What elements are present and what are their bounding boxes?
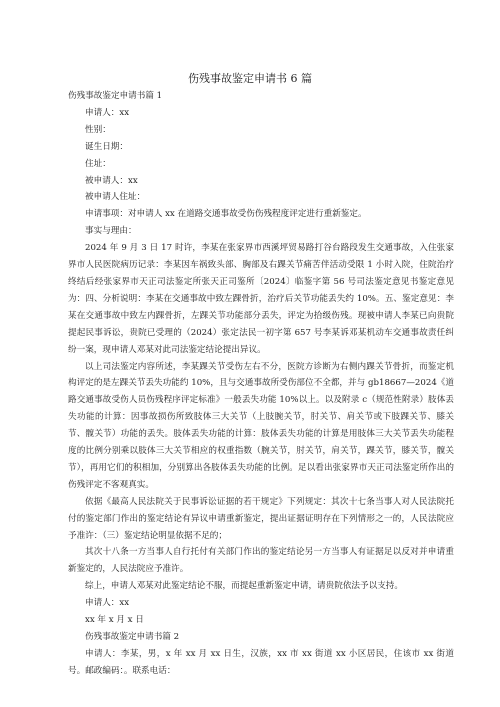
body-paragraph: 综上，申请人邓某对此鉴定结论不服，而提起重新鉴定申请，请贵院依法予以支持。 [85,581,403,592]
respondent-line: 被申请人：xx [85,175,138,186]
body-paragraph: 其次十八条一方当事人自行托付有关部门作出的鉴定结论另一方当事人有证据足以反对并申请重新鉴定的，人民法院应予准许。 [68,547,454,575]
section-heading: 伤残事故鉴定申请书篇 1 [68,91,163,101]
birth-date-line: 诞生日期： [85,141,128,152]
applicant-line: 申请人：xx [85,107,130,118]
signature-line: 申请人：xx [85,598,130,609]
address-line: 住址： [85,158,111,169]
respondent-address-line: 被申请人住址： [85,192,146,203]
section-heading: 伤残事故鉴定申请书篇 2 [85,632,180,642]
document-title: 伤残事故鉴定申请书 6 篇 [188,72,312,85]
body-paragraph: 申请人：李某，男，x 年 xx 月 xx 日生，汉族，xx 市 xx 街道 xx 小区居民，住该市 xx 街道号。邮政编码：。联系电话： [68,648,454,676]
body-paragraph: 2024 年 9 月 3 日 17 时许，李某在张家界市西溪坪贸易路打谷台路段发生交通事故，入住张家界市人民医院病历记录：李某因车祸致头部、胸部及右踝关节痛苦伴活动受限 1 小时入院，住院治疗终结后经张家界市天正司法鉴定所张天正司鉴所〔2024〕临鉴字第 56 号司法鉴定意见书鉴定意见为：四、分析说明：李某在交通事故中致左踝骨折，治疗后关节功能丢失约 10%。五、鉴定意见：李某在交通事故中致左内踝骨折，左踝关节功能部分丢失，评定为拾级伤残。现被申请人李某已向贵院提起民事诉讼，贵院已受理的（2024）张定法民一初字第 657 号李某诉邓某机动车交通事故责任纠纷一案，现申请人邓某对此司法鉴定结论提出异议。 [68,243,454,355]
facts-heading: 事实与理由： [85,226,137,237]
document-body [68,88,454,680]
body-paragraph: 依据《最高人民法院关于民事诉讼证据的若干规定》下列规定：其次十七条当事人对人民法院托付的鉴定部门作出的鉴定结论有异议申请重新鉴定，提出证据证明存在下列情形之一的，人民法院应予准许：（三）鉴定结论明显依据不足的； [68,496,454,541]
gender-line: 性别： [85,124,111,135]
body-paragraph: 以上司法鉴定内容所述，李某踝关节受伤左右不分，医院方诊断为右侧内踝关节骨折，而鉴定机构评定的是左踝关节丢失功能约 10%，且与交通事故所受伤部位不全都，并与 gb18667—2024《道路交通事故受伤人员伤残程序评定标准》一般丢失功能 10%以上。以及附录 c（规范性附录）肢体丢失功能的计算：因事故损伤所致肢体三大关节（上肢腕关节，肘关节、肩关节或下肢踝关节、膝关节、髋关节）功能的丢失。肢体丢失功能的计算：肢体丢失功能的计算是用肢体三大关节丢失功能程度的比例分别乘以肢体三大关节相应的权重指数（腕关节，肘关节，肩关节，踝关节，膝关节，髋关节），再用它们的积相加，分别算出各肢体丢失功能的比例。足以看出张家界市天正司法鉴定所作出的伤残评定不客观真实。 [68,361,454,490]
request-line: 申请事项：对申请人 xx 在道路交通事故受伤伤残程度评定进行重新鉴定。 [85,209,367,220]
date-line: xx 年 x 月 x 日 [85,615,144,626]
